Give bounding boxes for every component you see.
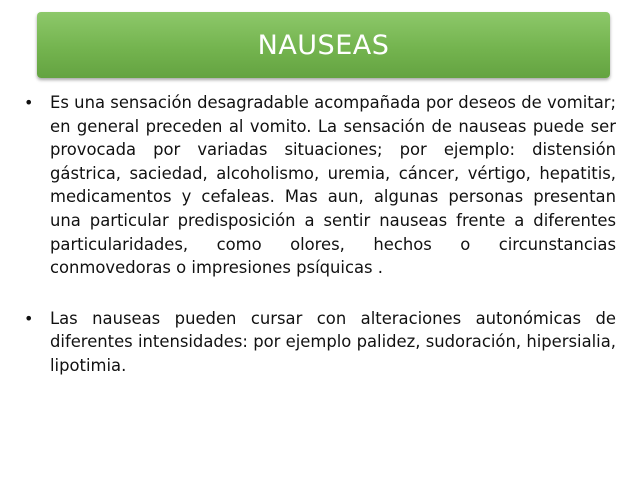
title-banner xyxy=(37,12,610,78)
bullet-item xyxy=(24,307,616,378)
bullet-list xyxy=(24,91,616,378)
bullet-item xyxy=(24,91,616,280)
bullet-icon: • xyxy=(24,93,34,112)
slide-title: NAUSEAS xyxy=(257,29,390,61)
bullet-text: Es una sensación desagradable acompañada por deseos de vomitar; en general preceden al vomito. La sensación de nauseas puede ser provocada por variadas situaciones; por ejemplo: distensión gástrica, saciedad, alcoholismo, uremia, cáncer, vértigo, hepatitis, medicamentos y cefaleas. Mas aun, algunas personas presentan una particular predisposición a sentir nauseas frente a diferentes particularidades, como olores, hechos o circunstancias conmovedoras o impresiones psíquicas . xyxy=(50,93,616,278)
bullet-icon: • xyxy=(24,308,34,328)
bullet-text: Las nauseas pueden cursar con alteraciones autonómicas de diferentes intensidades: por ejemplo palidez, sudoración, hipersialia, lipotimia. xyxy=(50,308,616,375)
